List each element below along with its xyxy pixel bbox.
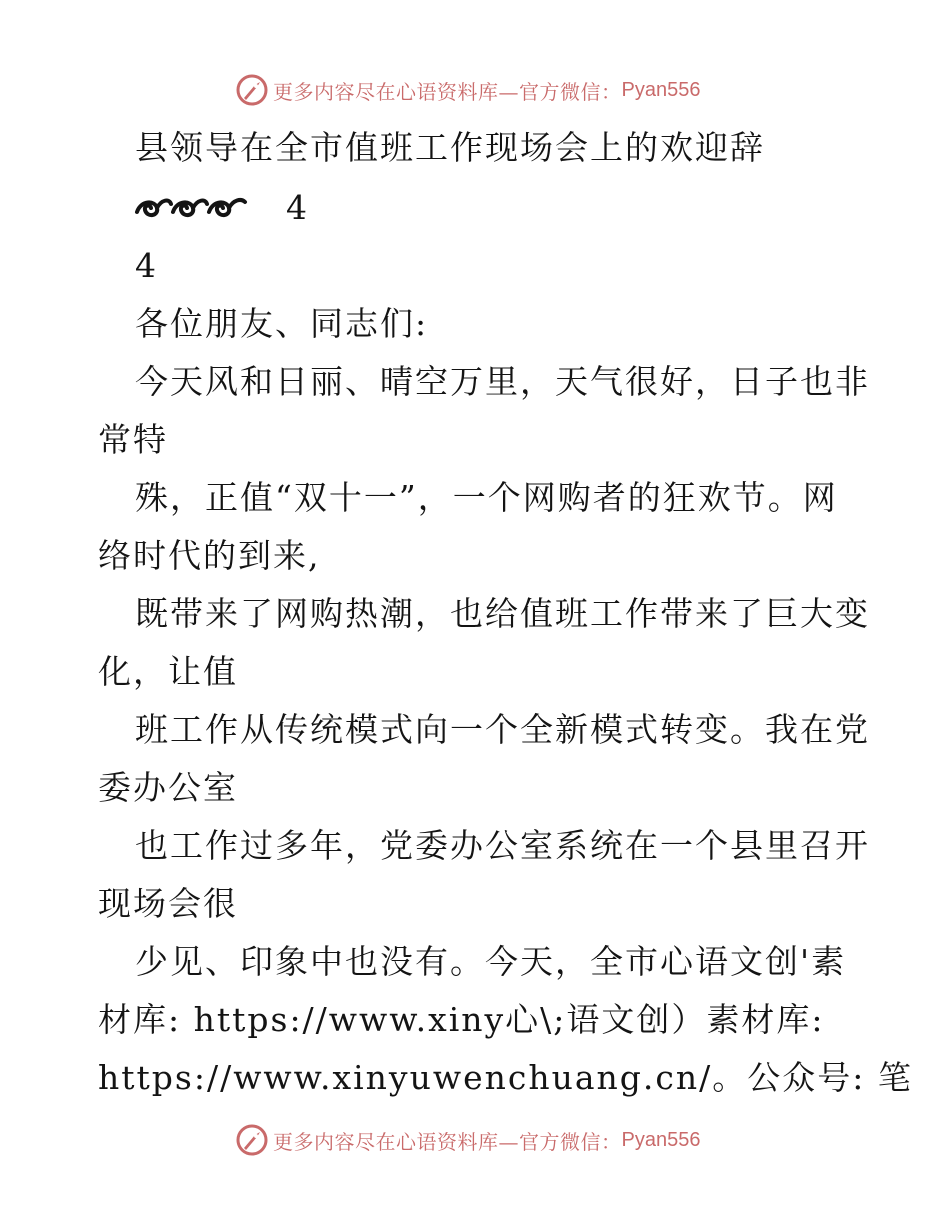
- ornament-number: 4: [286, 188, 309, 227]
- banner-wechat-id: Pyan556: [621, 1128, 701, 1151]
- document-title: 县领导在全市值班工作现场会上的欢迎辞: [135, 128, 765, 167]
- pen-nib-logo-icon: [235, 73, 269, 107]
- header-banner: [235, 70, 700, 110]
- body-line: 班工作从传统模式向一个全新模式转变。我在党: [135, 710, 870, 749]
- body-line: 既带来了网购热潮，也给值班工作带来了巨大变: [135, 594, 870, 633]
- pen-nib-logo-icon: [235, 1123, 269, 1157]
- body-line: 各位朋友、同志们:: [135, 304, 429, 343]
- body-line: 委办公室: [98, 768, 238, 807]
- body-line: 常特: [98, 420, 168, 459]
- body-line: 少见、印象中也没有。今天，全市心语文创'素: [135, 942, 847, 981]
- body-line: 殊，正值“双十一”，一个网购者的狂欢节。网: [135, 478, 838, 517]
- body-line: 也工作过多年，党委办公室系统在一个县里召开: [135, 826, 870, 865]
- body-line: 现场会很: [98, 884, 238, 923]
- footer-banner: [235, 1120, 700, 1160]
- number-line: 4: [135, 246, 158, 285]
- banner-text: 更多内容尽在心语资料库—官方微信：: [273, 79, 622, 104]
- body-line: 络时代的到来,: [98, 536, 321, 575]
- body-line: 今天风和日丽、晴空万里，天气很好，日子也非: [135, 362, 870, 401]
- body-line: 材库: https://www.xiny心\;语文创）素材库:: [98, 1000, 825, 1039]
- body-line: 化，让值: [98, 652, 238, 691]
- body-line: https://www.xinyuwenchuang.cn/。公众号: 笔: [98, 1058, 913, 1097]
- banner-wechat-id: Pyan556: [621, 78, 701, 101]
- banner-text: 更多内容尽在心语资料库—官方微信：: [273, 1129, 622, 1154]
- swirl-ornament-icon: [133, 190, 253, 224]
